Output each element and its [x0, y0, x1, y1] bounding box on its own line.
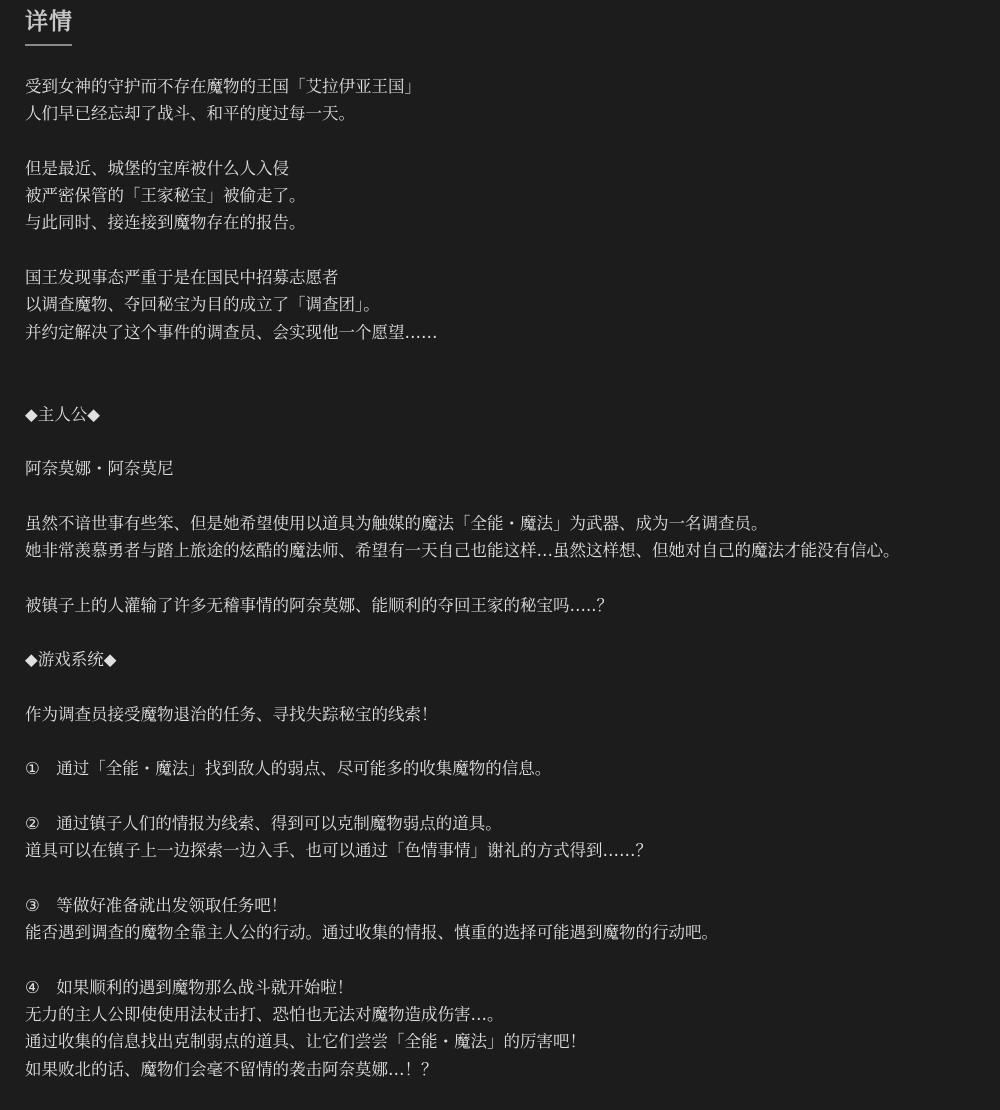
blank-line [25, 619, 995, 646]
blank-line [25, 482, 995, 509]
description-line: ④ 如果顺利的遇到魔物那么战斗就开始啦！ [25, 977, 354, 997]
blank-line [25, 783, 995, 810]
description-line: 虽然不谙世事有些笨、但是她希望使用以道具为触媒的魔法「全能・魔法」为武器、成为一名调查员。 [25, 513, 768, 533]
description-line: ② 通过镇子人们的情报为线索、得到可以克制魔物弱点的道具。 [25, 814, 502, 834]
description-line: ◆游戏系统◆ [25, 650, 117, 670]
description-line: 能否遇到调查的魔物全靠主人公的行动。通过收集的情报、慎重的选择可能遇到魔物的行动吧。 [25, 923, 718, 943]
description-line: 但是最近、城堡的宝库被什么人入侵 [25, 158, 289, 178]
description-line: ◆主人公◆ [25, 404, 100, 424]
description-line: 并约定解决了这个事件的调查员、会实现他一个愿望…… [25, 322, 438, 342]
description-line: 被严密保管的「王家秘宝」被偷走了。 [25, 186, 306, 206]
description-line: 与此同时、接连接到魔物存在的报告。 [25, 213, 306, 233]
blank-line [25, 865, 995, 892]
description-line: 被镇子上的人灌输了许多无稽事情的阿奈莫娜、能顺利的夺回王家的秘宝吗…..？ [25, 595, 613, 615]
description-line: 作为调查员接受魔物退治的任务、寻找失踪秘宝的线索！ [25, 704, 438, 724]
description-line: 无力的主人公即使使用法杖击打、恐怕也无法对魔物造成伤害…。 [25, 1005, 504, 1025]
blank-line [25, 373, 995, 400]
blank-line [25, 346, 995, 373]
blank-line [25, 564, 995, 591]
description-line: 阿奈莫娜・阿奈莫尼 [25, 459, 174, 479]
blank-line [25, 947, 995, 974]
description-line: 通过收集的信息找出克制弱点的道具、让它们尝尝「全能・魔法」的厉害吧！ [25, 1032, 586, 1052]
description-line: 以调查魔物、夺回秘宝为目的成立了「调查团」。 [25, 295, 380, 315]
blank-line [25, 128, 995, 155]
description-body [25, 73, 995, 1083]
title-underline [25, 44, 72, 46]
details-section [25, 0, 995, 1083]
description-line: 道具可以在镇子上一边探索一边入手、也可以通过「色情事情」谢礼的方式得到……？ [25, 841, 652, 861]
blank-line [25, 428, 995, 455]
description-line: ① 通过「全能・魔法」找到敌人的弱点、尽可能多的收集魔物的信息。 [25, 759, 552, 779]
blank-line [25, 728, 995, 755]
blank-line [25, 674, 995, 701]
description-line: 国王发现事态严重于是在国民中招募志愿者 [25, 268, 339, 288]
description-line: 受到女神的守护而不存在魔物的王国「艾拉伊亚王国」 [25, 77, 421, 96]
description-line: ③ 等做好准备就出发领取任务吧！ [25, 895, 288, 915]
description-line: 人们早已经忘却了战斗、和平的度过每一天。 [25, 104, 355, 124]
blank-line [25, 237, 995, 264]
description-line: 如果败北的话、魔物们会毫不留情的袭击阿奈莫娜…！？ [25, 1059, 438, 1079]
description-line: 她非常羡慕勇者与踏上旅途的炫酷的魔法师、希望有一天自己也能这样…虽然这样想、但她对自己的魔法才能没有信心。 [25, 541, 900, 561]
section-title: 详情 [25, 9, 73, 35]
